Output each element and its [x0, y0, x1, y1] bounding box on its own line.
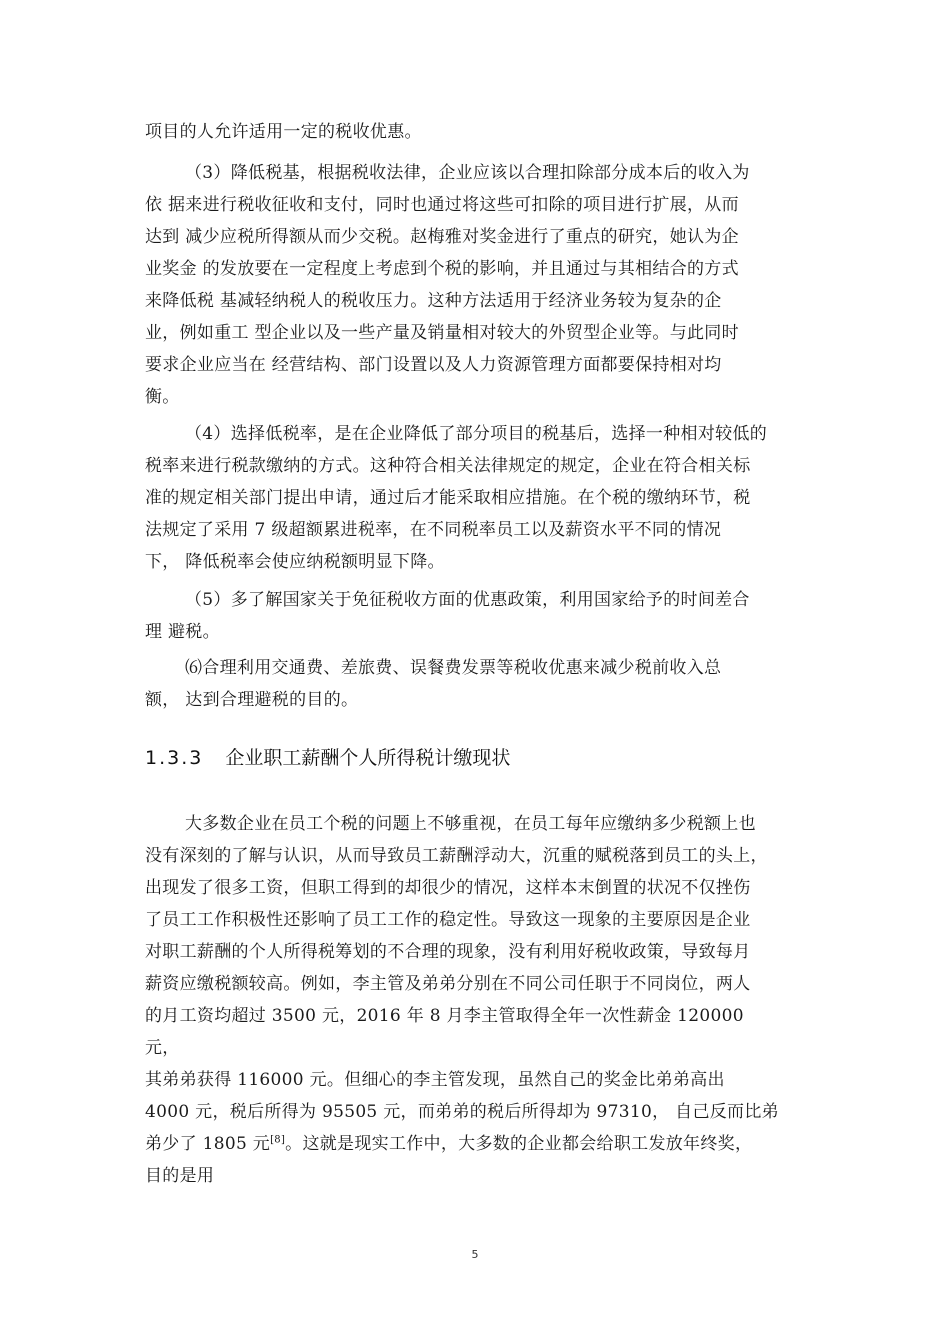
page-number: 5 — [471, 1248, 479, 1261]
text-line: 其弟弟获得 116000 元。但细心的李主管发现，虽然自己的奖金比弟弟高出 — [145, 1070, 725, 1090]
text-line: 目的是用 — [145, 1166, 215, 1186]
text-line: 依 据来进行税收征收和支付，同时也通过将这些可扣除的项目进行扩展，从而 — [145, 195, 739, 215]
text-line: （4）选择低税率，是在企业降低了部分项目的税基后，选择一种相对较低的 — [185, 424, 768, 444]
citation-marker: [8] — [270, 1134, 286, 1146]
text-line: 下， 降低税率会使应纳税额明显下降。 — [145, 552, 445, 572]
text-line: 来降低税 基减轻纳税人的税收压力。这种方法适用于经济业务较为复杂的企 — [145, 291, 722, 311]
paragraph-current-status — [145, 808, 817, 1192]
paragraph-continuation — [145, 116, 817, 148]
text-line: 理 避税。 — [145, 622, 220, 642]
text-line: 税率来进行税款缴纳的方式。这种符合相关法律规定的规定，企业在符合相关标 — [145, 456, 751, 476]
text-line: ⑹合理利用交通费、差旅费、误餐费发票等税收优惠来减少税前收入总 — [185, 658, 722, 678]
text-fragment: 弟少了 1805 元 — [145, 1134, 271, 1154]
paragraph-lower-tax-base — [145, 157, 817, 413]
paragraph-exemption-policy — [145, 584, 817, 648]
text-line: 对职工薪酬的个人所得税筹划的不合理的现象，没有利用好税收政策，导致每月 — [145, 942, 751, 962]
text-line: （3）降低税基，根据税收法律，企业应该以合理扣除部分成本后的收入为 — [185, 163, 750, 183]
text-line: 了员工工作积极性还影响了员工工作的稳定性。导致这一现象的主要原因是企业 — [145, 910, 751, 930]
text-line: 的月工资均超过 3500 元，2016 年 8 月李主管取得全年一次性薪金 120000 — [145, 1006, 744, 1026]
text-line — [145, 1128, 817, 1160]
text-line: （5）多了解国家关于免征税收方面的优惠政策，利用国家给予的时间差合 — [185, 590, 750, 610]
text-line: 大多数企业在员工个税的问题上不够重视，在员工每年应缴纳多少税额上也 — [185, 814, 756, 834]
text-line: 业奖金 的发放要在一定程度上考虑到个税的影响，并且通过与其相结合的方式 — [145, 259, 739, 279]
paragraph-expense-invoices — [145, 652, 817, 716]
text-line: 4000 元，税后所得为 95505 元，而弟弟的税后所得却为 97310， 自己反而比弟 — [145, 1102, 779, 1122]
text-line: 准的规定相关部门提出申请，通过后才能采取相应措施。在个税的缴纳环节，税 — [145, 488, 751, 508]
text-line: 业，例如重工 型企业以及一些产量及销量相对较大的外贸型企业等。与此同时 — [145, 323, 739, 343]
section-heading — [145, 742, 510, 774]
text-line: 额， 达到合理避税的目的。 — [145, 690, 359, 710]
text-line: 项目的人允许适用一定的税收优惠。 — [145, 122, 422, 142]
text-line: 要求企业应当在 经营结构、部门设置以及人力资源管理方面都要保持相对均 — [145, 355, 722, 375]
text-fragment: 。这就是现实工作中，大多数的企业都会给职工发放年终奖， — [285, 1134, 753, 1154]
text-line: 元， — [145, 1038, 180, 1058]
text-line: 达到 减少应税所得额从而少交税。赵梅雅对奖金进行了重点的研究，她认为企 — [145, 227, 739, 247]
text-line: 衡。 — [145, 387, 180, 407]
paragraph-low-tax-rate — [145, 418, 817, 578]
section-title: 企业职工薪酬个人所得税计缴现状 — [225, 747, 511, 769]
text-line: 法规定了采用 7 级超额累进税率，在不同税率员工以及薪资水平不同的情况 — [145, 520, 722, 540]
text-line: 没有深刻的了解与认识，从而导致员工薪酬浮动大，沉重的赋税落到员工的头上， — [145, 846, 768, 866]
section-number: 1.3.3 — [145, 747, 204, 769]
text-line: 出现发了很多工资，但职工得到的却很少的情况，这样本末倒置的状况不仅挫伤 — [145, 878, 751, 898]
text-line: 薪资应缴税额较高。例如，李主管及弟弟分别在不同公司任职于不同岗位，两人 — [145, 974, 751, 994]
